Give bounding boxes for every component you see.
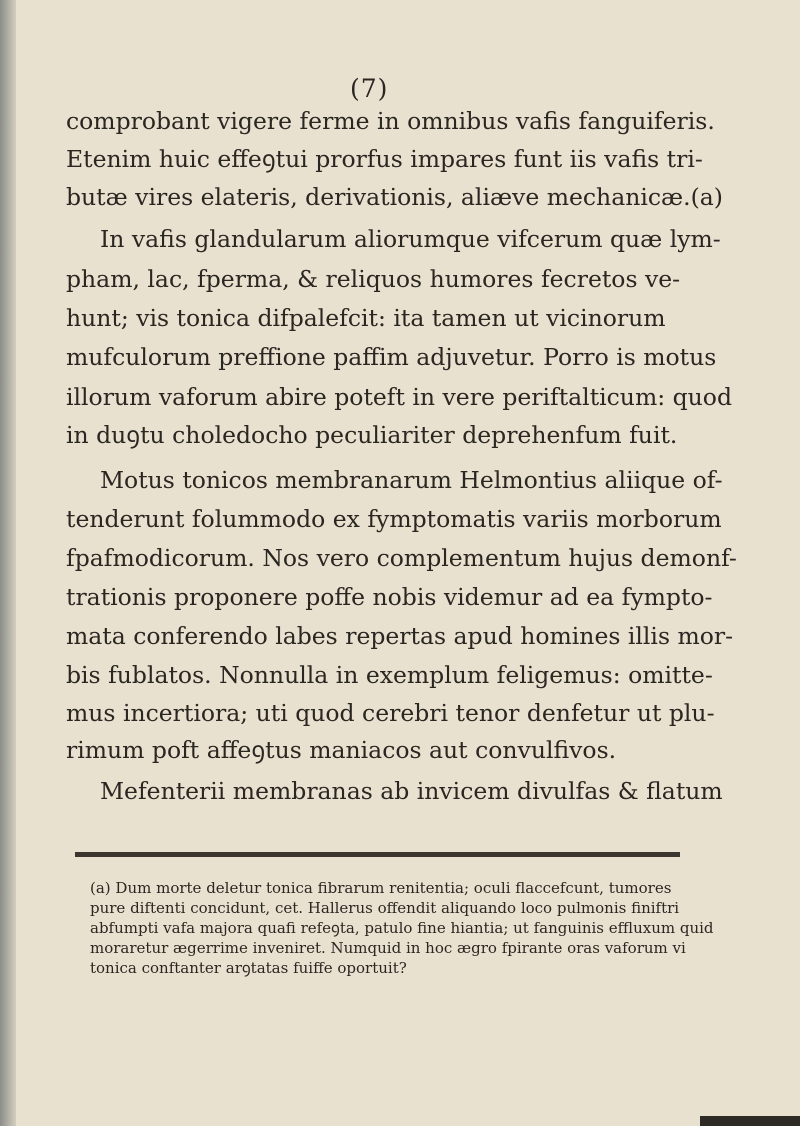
text-line: bis fublatos. Nonnulla in exemplum feligemus: omitte- <box>66 661 713 689</box>
paragraph-start-line: Mefenterii membranas ab invicem divulfas & flatum <box>100 777 723 805</box>
text-line: tenderunt folummodo ex fymptomatis variis morborum <box>66 505 722 533</box>
paragraph-start-line: Motus tonicos membranarum Helmontius aliique of- <box>100 466 723 494</box>
footnote-line: tonica conftanter arꝯtatas fuiffe oportuit? <box>90 959 407 977</box>
text-line: mufculorum preffione paffim adjuvetur. Porro is motus <box>66 343 717 371</box>
page-binding-edge <box>0 0 16 1126</box>
footnote-line: pure diftenti concidunt, cet. Hallerus offendit aliquando loco pulmonis finiftri <box>90 899 680 917</box>
text-line: butæ vires elateris, derivationis, aliæve mechanicæ.(a) <box>66 183 723 211</box>
text-line: hunt; vis tonica difpalefcit: ita tamen ut vicinorum <box>66 304 666 332</box>
footnote-line: (a) Dum morte deletur tonica fibrarum renitentia; oculi flaccefcunt, tumores <box>90 879 672 897</box>
text-line: trationis proponere poffe nobis videmur ad ea fympto- <box>66 583 713 611</box>
footnote-line: abfumpti vafa majora quafi refeꝯta, patulo fine hiantia; ut fanguinis effluxum quid <box>90 919 714 937</box>
footnote-line: moraretur ægerrime inveniret. Numquid in hoc ægro fpirante oras vaforum vi <box>90 939 686 957</box>
footnote-divider-rule <box>75 852 680 857</box>
text-line: rimum poft affeꝯtus maniacos aut convulfivos. <box>66 736 617 764</box>
page-edge-shadow <box>700 1116 800 1126</box>
text-line: in duꝯtu choledocho peculiariter deprehenfum fuit. <box>66 421 678 449</box>
text-line: illorum vaforum abire poteft in vere periftalticum: quod <box>66 383 732 411</box>
text-line: comprobant vigere ferme in omnibus vafis fanguiferis. <box>66 107 715 135</box>
text-line: pham, lac, fperma, & reliquos humores fecretos ve- <box>66 265 681 293</box>
page-number: (7) <box>350 74 389 103</box>
text-line: mus incertiora; uti quod cerebri tenor denfetur ut plu- <box>66 699 715 727</box>
text-line: mata conferendo labes repertas apud homines illis mor- <box>66 622 734 650</box>
text-line: Etenim huic effeꝯtui prorfus impares funt iis vafis tri- <box>66 145 703 173</box>
paragraph-start-line: In vafis glandularum aliorumque vifcerum quæ lym- <box>100 225 721 253</box>
text-line: fpafmodicorum. Nos vero complementum hujus demonf- <box>66 544 737 572</box>
